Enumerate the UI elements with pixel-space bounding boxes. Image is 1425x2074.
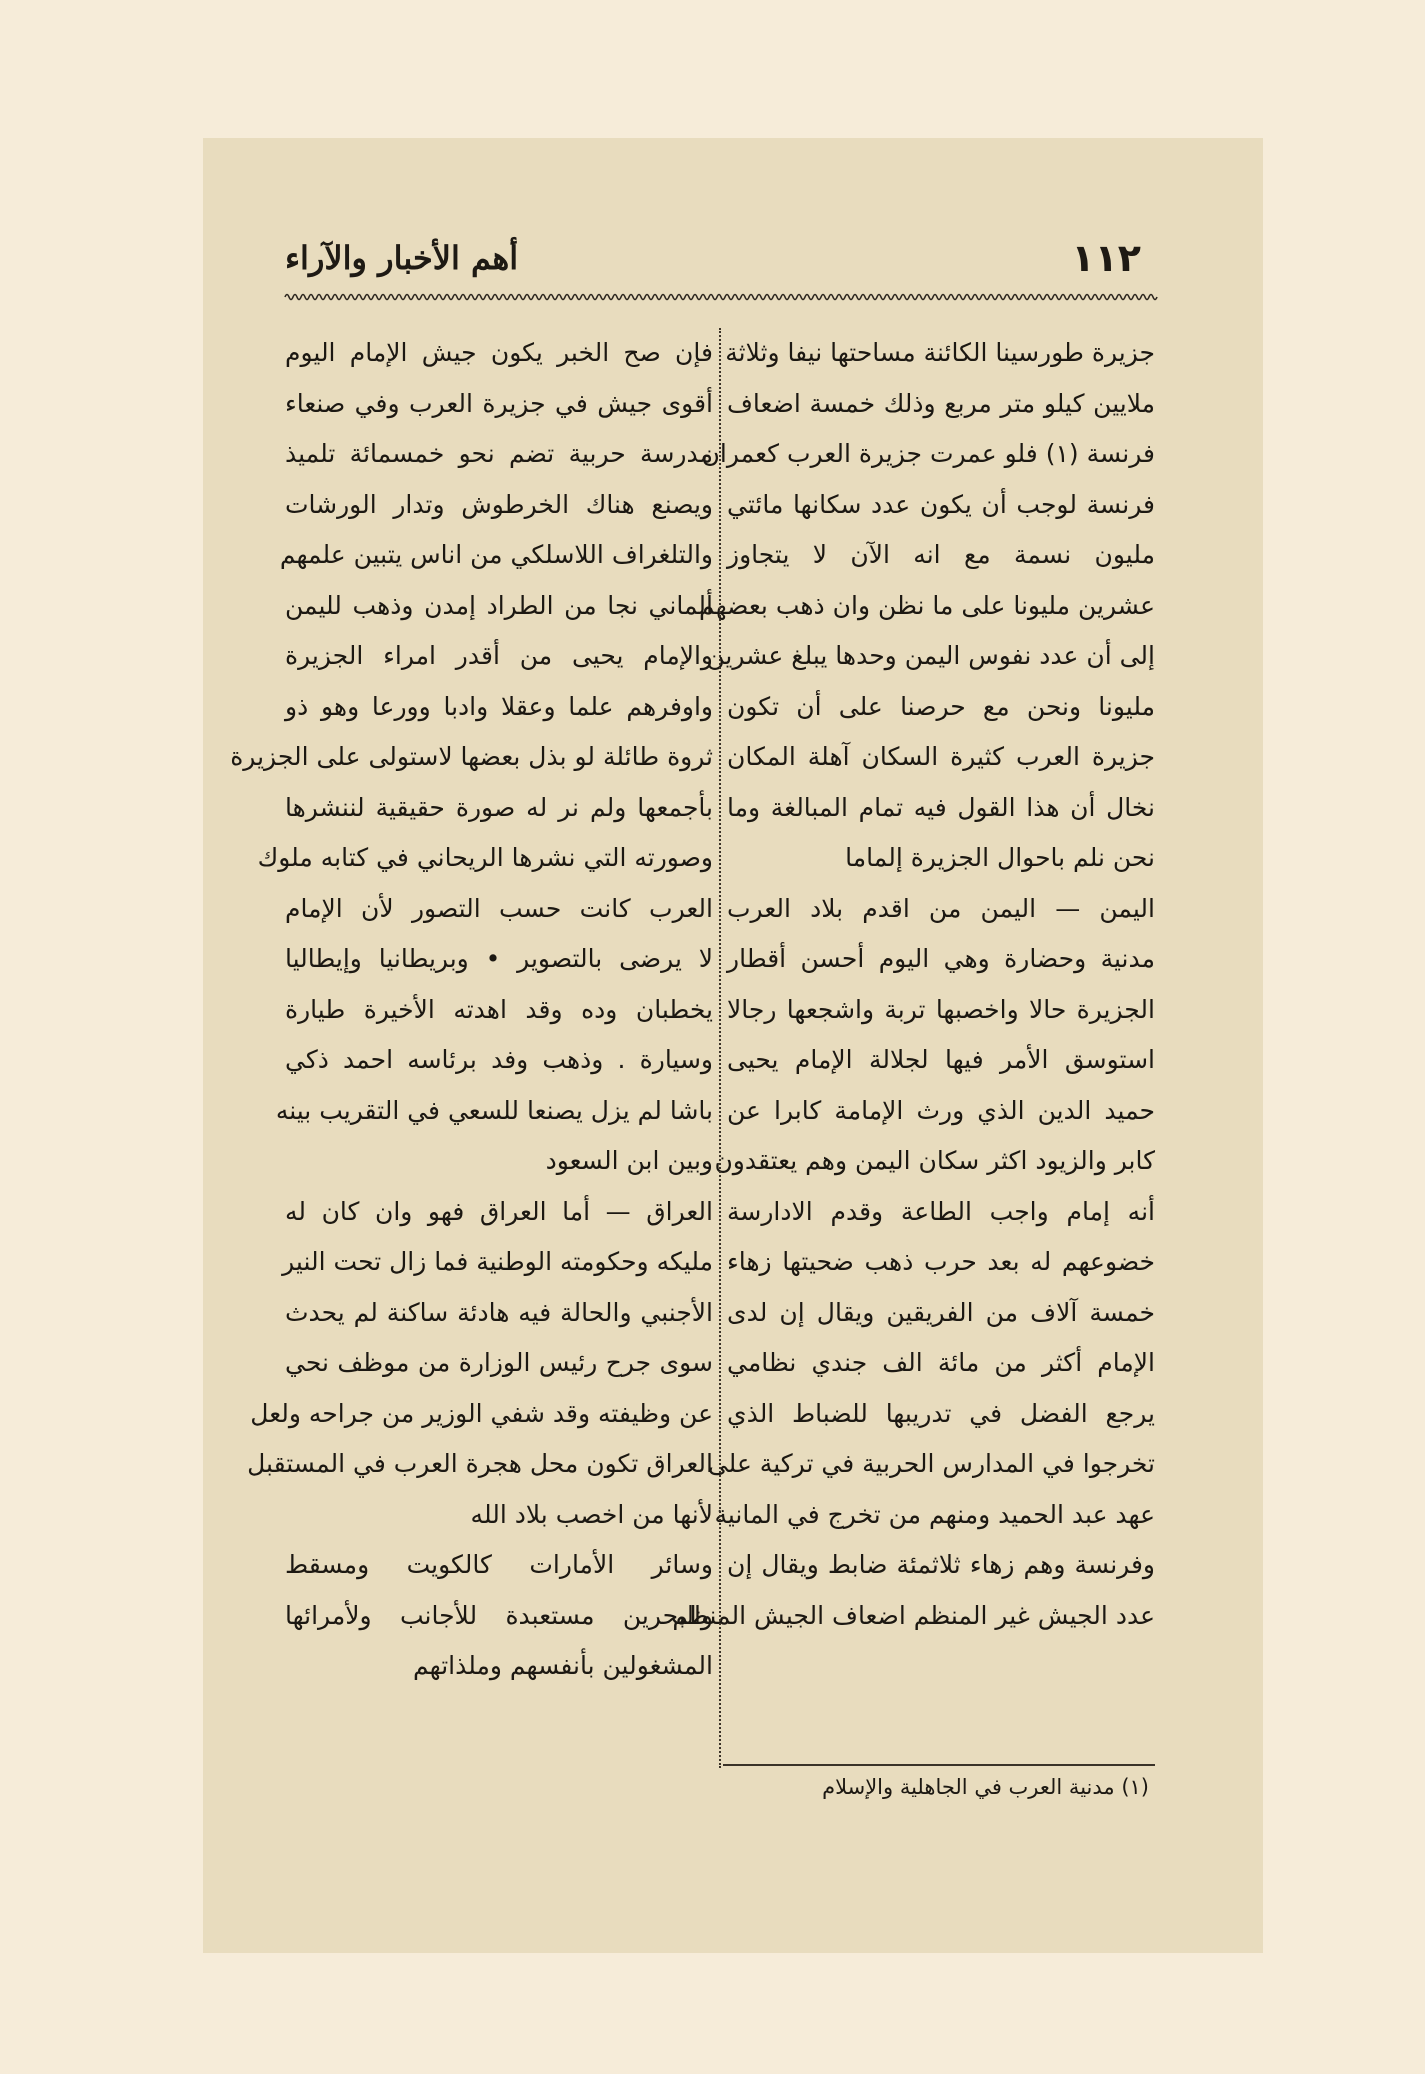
text-line: العراق تكون محل هجرة العرب في المستقبل xyxy=(247,1449,713,1478)
text-line: ألماني نجا من الطراد إمدن وذهب لليمن xyxy=(285,590,713,620)
text-line: عدد الجيش غير المنظم اضعاف الجيش المنظم xyxy=(672,1600,1155,1630)
text-columns xyxy=(230,328,1155,1768)
text-line: عن وظيفته وقد شفي الوزير من جراحه ولعل xyxy=(250,1398,713,1428)
text-line: فإن صح الخبر يكون جيش الإمام اليوم xyxy=(285,338,713,367)
text-line: الجزيرة حالا واخصبها تربة واشجعها رجالا xyxy=(727,994,1155,1024)
text-line: مليون نسمة مع انه الآن لا يتجاوز xyxy=(727,540,1155,569)
text-line: مليونا ونحن مع حرصنا على أن تكون xyxy=(727,691,1155,721)
text-line: فرنسة لوجب أن يكون عدد سكانها مائتي xyxy=(727,489,1155,519)
text-line: عشرين مليونا على ما نظن وان ذهب بعضهم xyxy=(699,590,1155,620)
wavy-rule-divider xyxy=(285,290,1155,304)
text-line: وسائر الأمارات كالكويت ومسقط xyxy=(285,1550,713,1579)
text-line: الإمام أكثر من مائة الف جندي نظامي xyxy=(727,1348,1155,1377)
text-line: المشغولين بأنفسهم وملذاتهم xyxy=(413,1651,713,1680)
text-line: وفرنسة وهم زهاء ثلاثمئة ضابط ويقال إن xyxy=(727,1550,1155,1579)
text-line: بأجمعها ولم نر له صورة حقيقية لننشرها xyxy=(285,792,713,822)
text-line: والإمام يحيى من أقدر امراء الجزيرة xyxy=(285,641,713,670)
text-line: العرب كانت حسب التصور لأن الإمام xyxy=(285,893,713,923)
text-line: نحن نلم باحوال الجزيرة إلماما xyxy=(845,843,1155,872)
right-column xyxy=(672,328,1155,1768)
text-line: يخطبان وده وقد اهدته الأخيرة طيارة xyxy=(285,994,713,1024)
text-line: ويصنع هناك الخرطوش وتدار الورشات xyxy=(285,489,713,519)
text-line: جزيرة العرب كثيرة السكان آهلة المكان xyxy=(727,742,1155,771)
text-line: مدرسة حربية تضم نحو خمسمائة تلميذ xyxy=(285,439,713,468)
text-line: عهد عبد الحميد ومنهم من تخرج في المانية xyxy=(714,1499,1155,1529)
text-line: ملايين كيلو متر مربع وذلك خمسة اضعاف xyxy=(727,388,1155,418)
book-page xyxy=(203,138,1263,1953)
text-line: مدنية وحضارة وهي اليوم أحسن أقطار xyxy=(727,944,1155,973)
text-line: الأجنبي والحالة فيه هادئة ساكنة لم يحدث xyxy=(285,1297,713,1327)
text-line: والبحرين مستعبدة للأجانب ولأمرائها xyxy=(285,1600,713,1630)
running-head: أهم الأخبار والآراء xyxy=(285,239,519,277)
text-line: تخرجوا في المدارس الحربية في تركية على xyxy=(707,1449,1155,1478)
text-line: فرنسة (١) فلو عمرت جزيرة العرب كعمران xyxy=(701,439,1155,468)
text-line: واوفرهم علما وعقلا وادبا وورعا وهو ذو xyxy=(285,691,713,721)
text-line: أقوى جيش في جزيرة العرب وفي صنعاء xyxy=(285,388,713,418)
page-header xyxy=(285,228,1141,288)
text-line: لأنها من اخصب بلاد الله xyxy=(470,1499,713,1529)
footnote: (١) مدنية العرب في الجاهلية والإسلام xyxy=(822,1775,1149,1799)
footnote-area xyxy=(723,1764,1155,1808)
text-line: مليكه وحكومته الوطنية فما زال تحت النير xyxy=(282,1247,713,1276)
text-line: جزيرة طورسينا الكائنة مساحتها نيفا وثلاثة xyxy=(725,338,1155,367)
text-line: ثروة طائلة لو بذل بعضها لاستولى على الجزيرة xyxy=(230,742,713,771)
text-line: وصورته التي نشرها الريحاني في كتابه ملوك xyxy=(257,843,713,872)
page-number: ١١٢ xyxy=(1071,236,1141,280)
text-line: العراق — أما العراق فهو وان كان له xyxy=(285,1196,713,1226)
text-line: كابر والزيود اكثر سكان اليمن وهم يعتقدون xyxy=(714,1146,1155,1175)
left-column xyxy=(230,328,713,1768)
text-line: يرجع الفضل في تدريبها للضباط الذي xyxy=(727,1398,1155,1428)
text-line: استوسق الأمر فيها لجلالة الإمام يحيى xyxy=(727,1045,1155,1074)
text-line: وبين ابن السعود xyxy=(545,1146,713,1175)
dotted-column-divider xyxy=(719,328,721,1768)
text-line: باشا لم يزل يصنعا للسعي في التقريب بينه xyxy=(275,1095,713,1125)
text-line: وسيارة . وذهب وفد برئاسه احمد ذكي xyxy=(285,1045,713,1074)
text-line: حميد الدين الذي ورث الإمامة كابرا عن xyxy=(727,1095,1155,1125)
text-line: نخال أن هذا القول فيه تمام المبالغة وما xyxy=(727,792,1155,822)
text-line: اليمن — اليمن من اقدم بلاد العرب xyxy=(727,893,1155,923)
text-line: أنه إمام واجب الطاعة وقدم الادارسة xyxy=(727,1196,1155,1226)
text-line: والتلغراف اللاسلكي من اناس يتبين علمهم xyxy=(279,540,713,569)
text-line: لا يرضى بالتصوير • وبريطانيا وإيطاليا xyxy=(285,944,713,973)
text-line: سوى جرح رئيس الوزارة من موظف نحي xyxy=(285,1348,713,1377)
text-line: إلى أن عدد نفوس اليمن وحدها يبلغ عشرين xyxy=(706,641,1155,670)
text-line: خمسة آلاف من الفريقين ويقال إن لدى xyxy=(727,1297,1155,1327)
text-line: خضوعهم له بعد حرب ذهب ضحيتها زهاء xyxy=(727,1247,1155,1276)
